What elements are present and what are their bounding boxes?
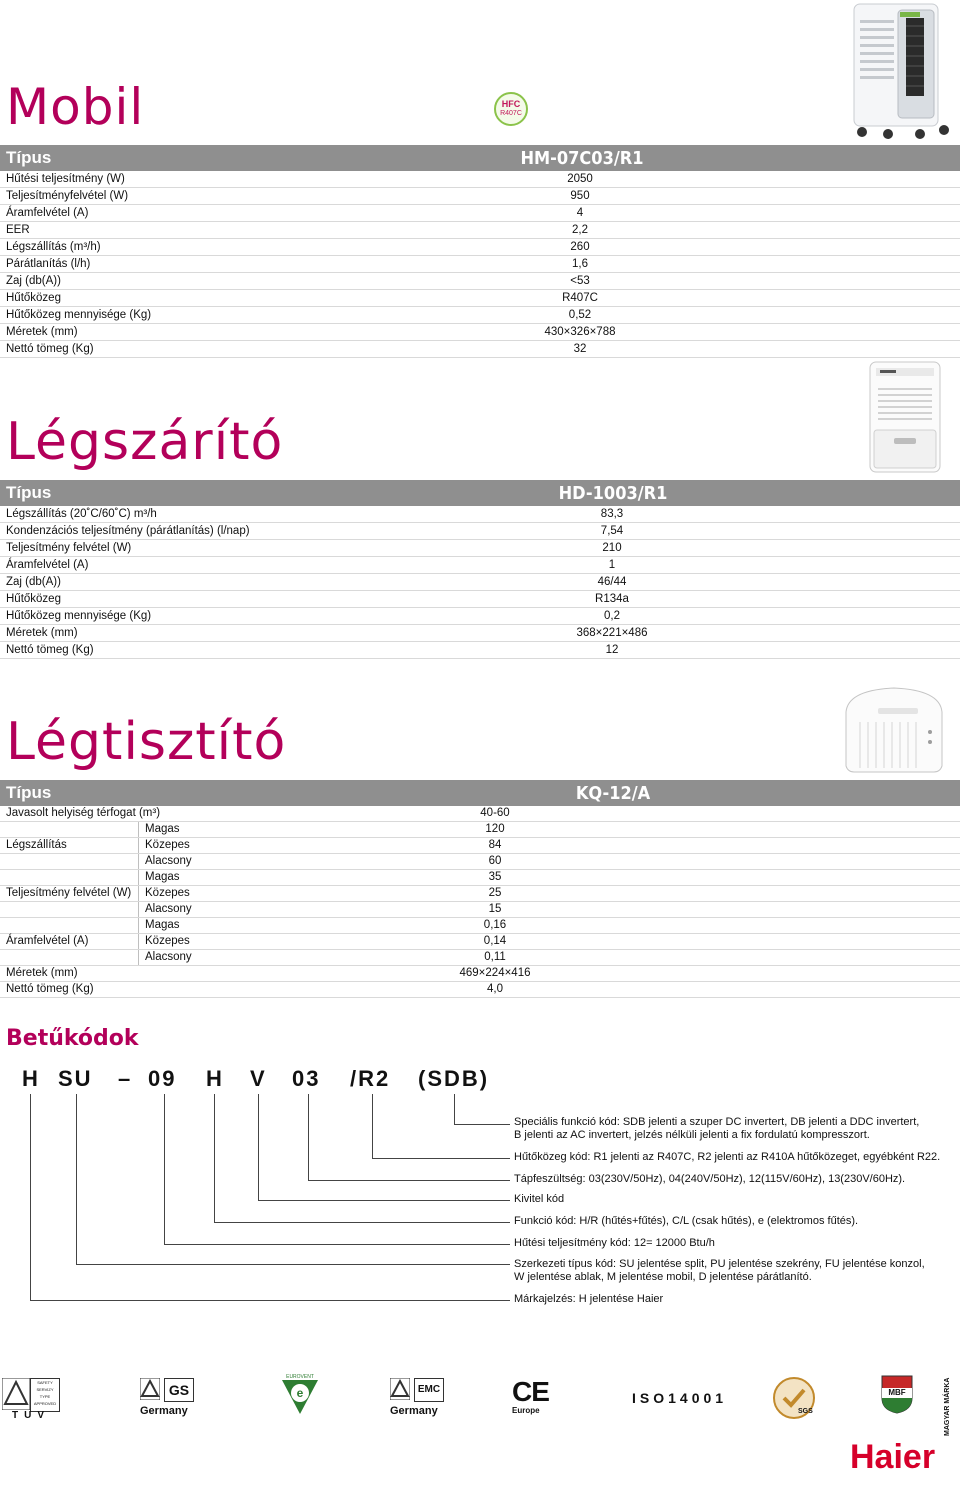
volume-label: Javasolt helyiség térfogat (m³)	[0, 806, 345, 822]
volume-value: 40-60	[345, 806, 645, 822]
spec-value: 7,54	[600, 525, 624, 537]
spec-value: 260	[570, 241, 590, 253]
emc-logo	[390, 1378, 444, 1420]
table-row	[0, 870, 960, 886]
spec-label: Áramfelvétel (A)	[6, 207, 89, 219]
spec-row	[0, 557, 960, 574]
spec-label: Légszállítás (20˚C/60˚C) m³/h	[6, 508, 157, 520]
spec-label: Nettó tömeg (Kg)	[0, 982, 345, 998]
spec-value: 2050	[567, 173, 593, 185]
spec-value: 46/44	[597, 576, 627, 588]
table-row	[0, 982, 960, 998]
connector-line	[258, 1094, 259, 1200]
group-label-cell	[0, 902, 139, 918]
code-description: Tápfeszültség: 03(230V/50Hz), 04(240V/50Hz), 12(115V/60Hz), 13(230V/60Hz).	[514, 1173, 906, 1185]
spec-value: 32	[573, 343, 587, 355]
code-description: Hűtési teljesítmény kód: 12= 12000 Btu/h	[514, 1237, 715, 1249]
tuv-line: TYPE	[39, 1394, 51, 1399]
spec-label: Hűtőközeg mennyisége (Kg)	[6, 610, 152, 622]
spec-value: 469×224×416	[345, 966, 645, 982]
legtisztito-header	[0, 780, 960, 806]
ce-mark: CE	[512, 1376, 549, 1407]
svg-text:e: e	[296, 1386, 304, 1400]
gs-mark: GS	[164, 1378, 194, 1402]
iso-logo: ISO14001	[632, 1390, 728, 1406]
spec-label: Teljesítményfelvétel (W)	[6, 190, 129, 202]
spec-value: 83,3	[600, 508, 624, 520]
group-label-cell: Áramfelvétel (A)	[0, 934, 139, 950]
spec-value: 368×221×486	[576, 627, 648, 639]
spec-value: 1	[608, 559, 616, 571]
hfc-badge-bottom: R407C	[500, 110, 522, 117]
legtisztito-model: KQ-12/A	[575, 783, 651, 804]
table-row	[0, 966, 960, 982]
eurovent-top: EUROVENT	[286, 1374, 314, 1380]
spec-value: 0,2	[604, 610, 620, 622]
table-row	[0, 838, 960, 854]
spec-row	[0, 574, 960, 591]
sgs-logo	[772, 1376, 816, 1420]
spec-row	[0, 523, 960, 540]
spec-label: Áramfelvétel (A)	[6, 559, 89, 571]
spec-value: 2,2	[572, 224, 588, 236]
eurovent-logo	[280, 1374, 320, 1418]
table-row	[0, 854, 960, 870]
magyar-marka-vertical: MAGYAR MÁRKA	[944, 1377, 951, 1436]
legszarito-header	[0, 480, 960, 506]
triangle-icon	[390, 1378, 410, 1400]
spec-row	[0, 273, 960, 290]
level-value: 0,14	[345, 934, 645, 950]
connector-line	[30, 1094, 31, 1300]
connector-line	[308, 1094, 309, 1180]
spec-value: 210	[602, 542, 622, 554]
emc-mark: EMC	[414, 1378, 444, 1402]
table-row	[0, 806, 960, 822]
spec-row	[0, 341, 960, 358]
haier-logo: Haier	[850, 1438, 936, 1476]
air-purifier-image	[840, 682, 948, 774]
tuv-box	[30, 1378, 60, 1412]
legtisztito-title: Légtisztító	[6, 712, 287, 772]
spec-label: Méretek (mm)	[0, 966, 345, 982]
group-label-cell	[0, 854, 139, 870]
connector-line	[164, 1094, 165, 1244]
spec-label: Hűtőközeg mennyisége (Kg)	[6, 309, 152, 321]
level-name: Magas	[139, 870, 346, 886]
connector-line	[214, 1094, 215, 1222]
level-value: 0,11	[345, 950, 645, 966]
mobile-ac-image	[848, 0, 956, 142]
code-part: (SDB)	[418, 1066, 490, 1091]
code-description: W jelentése ablak, M jelentése mobil, D jelentése párátlanító.	[514, 1271, 812, 1283]
gs-caption: Germany	[140, 1405, 188, 1417]
group-label-cell	[0, 870, 139, 886]
table-row	[0, 950, 960, 966]
spec-label: Zaj (db(A))	[6, 576, 61, 588]
triangle-icon	[140, 1378, 160, 1400]
connector-line	[76, 1094, 77, 1264]
table-row	[0, 902, 960, 918]
code-part: H	[206, 1066, 224, 1091]
group-label-cell	[0, 918, 139, 934]
table-row	[0, 918, 960, 934]
triangle-icon	[2, 1378, 30, 1410]
spec-label: Légszállítás (m³/h)	[6, 241, 101, 253]
table-row	[0, 934, 960, 950]
spec-row	[0, 307, 960, 324]
level-value: 15	[345, 902, 645, 918]
level-name: Közepes	[139, 838, 346, 854]
connector-line	[214, 1222, 510, 1223]
legszarito-type-label: Típus	[6, 483, 52, 502]
spec-value: 950	[570, 190, 590, 202]
spec-row	[0, 239, 960, 256]
level-value: 35	[345, 870, 645, 886]
connector-line	[454, 1094, 455, 1124]
spec-label: Teljesítmény felvétel (W)	[6, 542, 132, 554]
code-part: 03	[292, 1066, 321, 1091]
spec-row	[0, 256, 960, 273]
level-name: Alacsony	[139, 902, 346, 918]
spec-value: 430×326×788	[544, 326, 616, 338]
spec-value: 12	[605, 644, 619, 656]
codes-title: Betűkódok	[6, 1026, 139, 1051]
code-part: SU	[58, 1066, 93, 1091]
spec-row	[0, 591, 960, 608]
gs-logo	[140, 1378, 194, 1420]
table-row	[0, 822, 960, 838]
group-label-cell	[0, 822, 139, 838]
group-label-cell: Teljesítmény felvétel (W)	[0, 886, 139, 902]
spec-row	[0, 188, 960, 205]
spec-row	[0, 324, 960, 341]
emc-caption: Germany	[390, 1405, 438, 1417]
spec-label: Méretek (mm)	[6, 627, 78, 639]
connector-line	[258, 1200, 510, 1201]
legszarito-model: HD-1003/R1	[558, 483, 668, 504]
spec-row	[0, 625, 960, 642]
level-name: Alacsony	[139, 854, 346, 870]
level-value: 0,16	[345, 918, 645, 934]
code-part: 09	[148, 1066, 177, 1091]
spec-value: 4,0	[345, 982, 645, 998]
connector-line	[372, 1158, 510, 1159]
level-name: Közepes	[139, 934, 346, 950]
level-name: Közepes	[139, 886, 346, 902]
spec-label: Hűtési teljesítmény (W)	[6, 173, 125, 185]
connector-line	[164, 1244, 510, 1245]
level-name: Magas	[139, 822, 346, 838]
spec-label: Hűtőközeg	[6, 292, 61, 304]
spec-row	[0, 608, 960, 625]
spec-label: EER	[6, 224, 30, 236]
legszarito-spec-list	[0, 506, 960, 659]
code-description: Funkció kód: H/R (hűtés+fűtés), C/L (csak hűtés), e (elektromos fűtés).	[514, 1215, 859, 1227]
code-description: Speciális funkció kód: SDB jelenti a szuper DC invertert, DB jelenti a DDC invertert,	[514, 1116, 920, 1128]
spec-value: 0,52	[568, 309, 592, 321]
spec-value: 4	[576, 207, 584, 219]
mobil-title: Mobil	[6, 78, 145, 136]
tuv-line: APPROVED	[33, 1401, 57, 1406]
connector-line	[30, 1300, 510, 1301]
connector-line	[454, 1124, 510, 1125]
connector-line	[76, 1264, 510, 1265]
ce-logo	[512, 1378, 552, 1420]
mobil-model: HM-07C03/R1	[520, 148, 644, 169]
mobil-spec-list	[0, 171, 960, 358]
code-description: B jelenti az AC invertert, jelzés nélküli jelenti a fix fordulatú kompresszort.	[514, 1129, 870, 1141]
spec-value: <53	[570, 275, 590, 287]
ce-caption: Europe	[512, 1406, 540, 1415]
code-part: –	[118, 1066, 133, 1091]
code-description: Kivitel kód	[514, 1193, 565, 1205]
hfc-badge	[494, 92, 528, 126]
spec-row	[0, 290, 960, 307]
legtisztito-type-label: Típus	[6, 783, 52, 802]
spec-row	[0, 642, 960, 659]
tuv-line: SERVIZY	[36, 1387, 54, 1392]
code-part: V	[250, 1066, 267, 1091]
spec-label: Hűtőközeg	[6, 593, 61, 605]
legszarito-title: Légszárító	[6, 412, 284, 472]
connector-line	[372, 1094, 373, 1158]
spec-row	[0, 506, 960, 523]
code-part: /R2	[350, 1066, 391, 1091]
code-description: Szerkezeti típus kód: SU jelentése split, PU jelentése szekrény, FU jelentése konzol,	[514, 1258, 925, 1270]
group-label-cell: Légszállítás	[0, 838, 139, 854]
spec-row	[0, 205, 960, 222]
spec-label: Zaj (db(A))	[6, 275, 61, 287]
group-label-cell	[0, 950, 139, 966]
spec-label: Párátlanítás (l/h)	[6, 258, 91, 270]
mbf-mark: MBF	[888, 1388, 906, 1397]
spec-value: 1,6	[572, 258, 588, 270]
spec-row	[0, 171, 960, 188]
legtisztito-spec-table	[0, 806, 960, 998]
level-value: 25	[345, 886, 645, 902]
mobil-header	[0, 145, 960, 171]
hfc-badge-top: HFC	[501, 99, 521, 109]
connector-line	[308, 1180, 510, 1181]
level-value: 120	[345, 822, 645, 838]
code-description: Márkajelzés: H jelentése Haier	[514, 1293, 664, 1305]
level-name: Magas	[139, 918, 346, 934]
spec-row	[0, 222, 960, 239]
eurovent-shield-icon	[280, 1380, 320, 1418]
spec-label: Méretek (mm)	[6, 326, 78, 338]
tuv-caption: TUV	[12, 1410, 50, 1421]
spec-label: Nettó tömeg (Kg)	[6, 343, 94, 355]
table-row	[0, 886, 960, 902]
mbf-logo	[880, 1374, 914, 1414]
spec-value: R134a	[595, 593, 629, 605]
level-value: 84	[345, 838, 645, 854]
sgs-caption: SGS	[798, 1408, 813, 1415]
mobil-type-label: Típus	[6, 148, 52, 167]
level-name: Alacsony	[139, 950, 346, 966]
level-value: 60	[345, 854, 645, 870]
spec-label: Kondenzációs teljesítmény (párátlanítás) (l/nap)	[6, 525, 250, 537]
tuv-line: SAFETY	[37, 1380, 53, 1385]
code-description: Hűtőközeg kód: R1 jelenti az R407C, R2 jelenti az R410A hűtőközeget, egyébként R22.	[514, 1151, 941, 1163]
tuv-logo	[0, 1374, 62, 1421]
spec-label: Nettó tömeg (Kg)	[6, 644, 94, 656]
dehumidifier-image	[864, 358, 946, 476]
code-part: H	[22, 1066, 40, 1091]
spec-value: R407C	[562, 292, 598, 304]
spec-row	[0, 540, 960, 557]
